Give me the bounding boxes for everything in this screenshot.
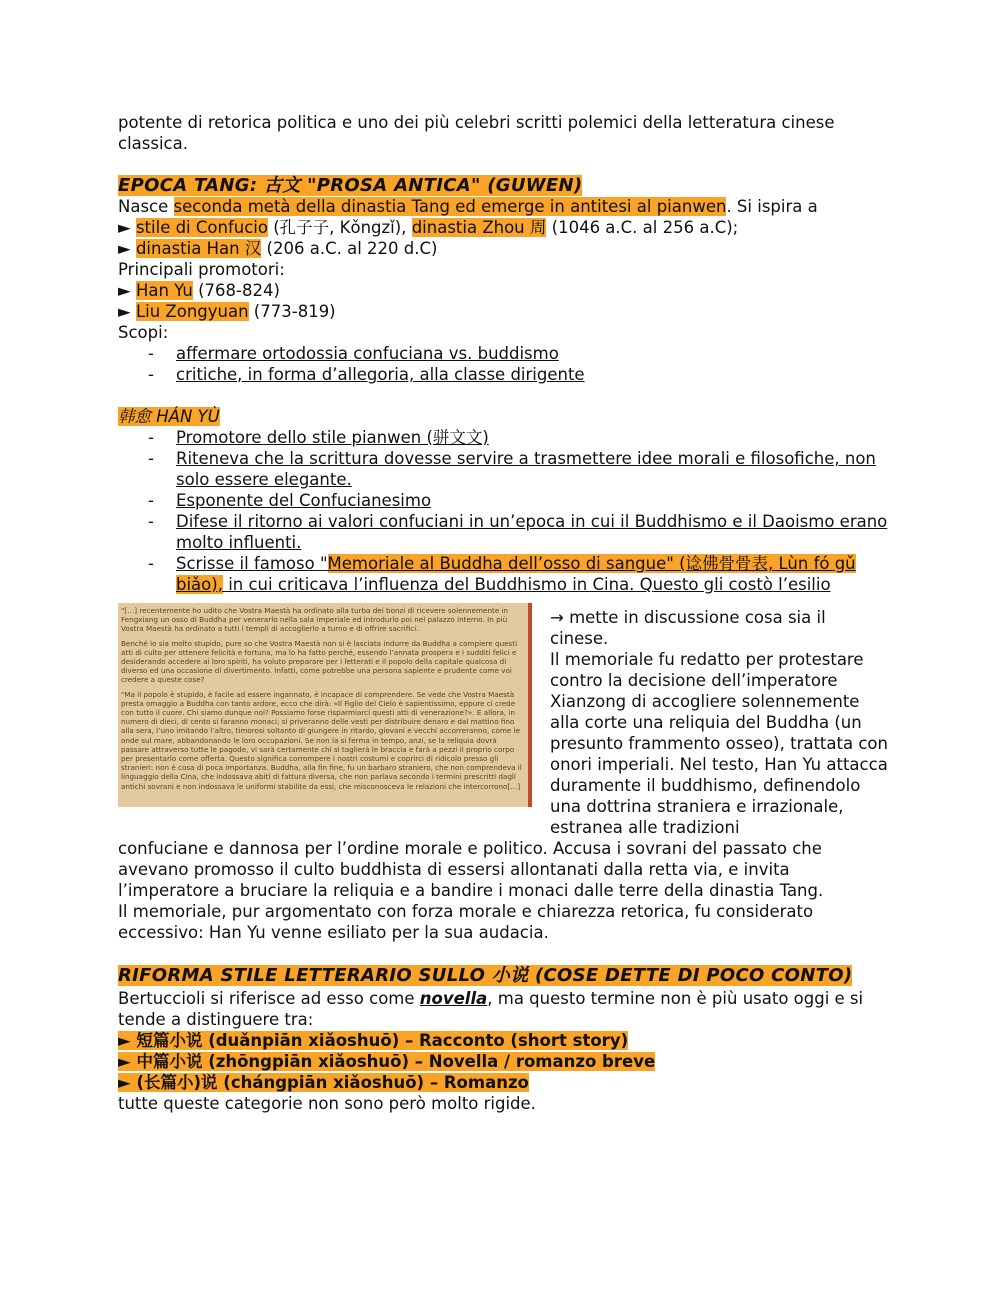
tang-origin: Nasce seconda metà della dinastia Tang ed emerge in antitesi al pianwen. Si ispira a xyxy=(118,197,818,216)
side-paragraph: Il memoriale fu redatto per protestare contro la decisione dell’imperatore Xianzong di accogliere solennemente alla corte una reliquia del Buddha (un presunto frammento osseo), trattata con onori imperiali. Nel testo, Han Yu attacca duramente il buddhismo, definendolo una dottrina straniera e irrazionale, estranea alle tradizioni xyxy=(550,650,888,837)
list-item: - affermare ortodossia confuciana vs. buddismo xyxy=(148,343,888,364)
list-item: - Riteneva che la scrittura dovesse servire a trasmettere idee morali e filosofiche, non solo essere elegante. xyxy=(148,448,888,490)
category-racconto: ► 短篇小说 (duǎnpiān xiǎoshuō) – Racconto (short story) xyxy=(118,1031,629,1050)
memoriale-figure-row xyxy=(118,603,888,838)
intro-paragraph: potente di retorica politica e uno dei più celebri scritti polemici della letteratura cinese classica. xyxy=(118,113,835,153)
promotori-label: Principali promotori: xyxy=(118,260,285,279)
section-heading-tang: EPOCA TANG: 古文 "PROSA ANTICA" (GUWEN) xyxy=(118,175,583,196)
scopi-list xyxy=(118,343,888,385)
riforma-intro: Bertuccioli si riferisce ad esso come novella, ma questo termine non è più usato oggi e si tende a distinguere tra: xyxy=(118,989,864,1029)
side-paragraph: → mette in discussione cosa sia il cinese. xyxy=(550,608,826,648)
list-item: - Promotore dello stile pianwen (骈文文) xyxy=(148,427,888,448)
list-item: - Esponente del Confucianesimo xyxy=(148,490,888,511)
han-yu-list xyxy=(118,427,888,595)
list-item: - critiche, in forma d’allegoria, alla classe dirigente xyxy=(148,364,888,385)
tang-inspiration-confucio: ► stile di Confucio (孔子子, Kǒngzǐ), dinastia Zhou 周 (1046 a.C. al 256 a.C); xyxy=(118,218,739,237)
section-heading-riforma: RIFORMA STILE LETTERARIO SULLO 小说 (COSE DETTE DI POCO CONTO) xyxy=(118,965,853,986)
category-romanzo: ► (长篇小)说 (chángpiān xiǎoshuō) – Romanzo xyxy=(118,1073,529,1092)
memoriale-conclusion: Il memoriale, pur argomentato con forza morale e chiarezza retorica, fu considerato eccessivo: Han Yu venne esiliato per la sua audacia. xyxy=(118,902,814,942)
list-item: - Scrisse il famoso "Memoriale al Buddha dell’osso di sangue" (谂佛骨骨表, Lùn fó gǔ biǎo), in cui criticava l’influenza del Buddhismo in Cina. Questo gli costò l’esilio xyxy=(148,553,888,595)
memoriale-side-text xyxy=(550,607,888,838)
document-page xyxy=(118,112,888,1114)
scopi-label: Scopi: xyxy=(118,323,169,342)
category-novella: ► 中篇小说 (zhōngpiān xiǎoshuō) – Novella / romanzo breve xyxy=(118,1052,656,1071)
riforma-closing: tutte queste categorie non sono però molto rigide. xyxy=(118,1094,536,1113)
promotore-han-yu: ► Han Yu (768-824) xyxy=(118,281,280,300)
memoriale-quote-image xyxy=(118,603,532,807)
quote-paragraph: "Ma il popolo è stupido, è facile ad essere ingannato, è incapace di comprendere. Se vede che Vostra Maestà presta omaggio a Buddha con tanto ardore, ecco che dirà: «Il Figlio del Cielo è sapientissimo, eppure ci crede con tutto il cuore. Chi siamo dunque noi? Possiamo forse risparmiarci questi atti di venerazione?». E allora, in numero di dieci, di cento si faranno monaci; si priveranno delle vesti per distribuire denaro e dal mattino fino alla sera, l’uno imitando l’altro, timorosi soltanto di giungere in ritardo, giovani e vecchi accorreranno, come le onde sul mare, abbandonando le loro occupazioni. Se non la si ferma in tempo, anzi, se la reliquia dovrà passare attraverso tutte le pagode, vi sarà certamente chi si taglierà le braccia e farà a pezzi il proprio corpo per presentarlo come offerta. Questo significa corrompere i nostri costumi e coprirci di ridicolo presso gli stranieri: non è cosa di poca importanza. Buddha, alla fin fine, fu un barbaro straniero, che non comprendeva il linguaggio della Cina, che indossava abiti di fattura diversa, che non parlava secondo i termini prescritti dagli antichi sovrani e non indossava le uniformi stabilite da essi, che misconosceva le relazioni che intercorrono[…] xyxy=(121,689,522,791)
list-item: - Difese il ritorno ai valori confuciani in un’epoca in cui il Buddhismo e il Daoismo erano molto influenti. xyxy=(148,511,888,553)
quote-paragraph: "[…] recentemente ho udito che Vostra Maestà ha ordinato alla turba dei bonzi di ricevere solennemente in Fengxiang un osso di Buddha per venerarlo nella sala imperiale ed introdurlo poi nel palazzo interno. In più Vostra Maestà ha ordinato a tutti i templi di accoglierlo a turno e di offrire sacrifici. xyxy=(121,606,509,634)
quote-paragraph: Benché io sia molto stupido, pure so che Vostra Maestà non si è lasciata indurre da Buddha a compiere questi atti di culto per ottenere felicità e fortuna, ma lo ha fatto perché, essendo l’annata prospera e i sudditi felici e desiderando accedere ai loro spiriti, ha voluto preparare per i letterati e il popolo della capitale qualcosa di diverso ed una occasione di divertimento. Infatti, come potrebbe una persona sapiente e prudente come voi credere a queste cose? xyxy=(121,638,518,685)
memoriale-continuation: confuciane e dannosa per l’ordine morale e politico. Accusa i sovrani del passato che avevano promosso il culto buddhista di essersi allontanati dalla retta via, e invita l’imperatore a bruciare la reliquia e a bandire i monaci dalle terre della dinastia Tang. xyxy=(118,839,824,900)
promotore-liu-zongyuan: ► Liu Zongyuan (773-819) xyxy=(118,302,336,321)
tang-inspiration-han: ► dinastia Han 汉 (206 a.C. al 220 d.C) xyxy=(118,239,438,258)
section-heading-han-yu: 韩愈 HÁN YÙ xyxy=(118,407,220,426)
